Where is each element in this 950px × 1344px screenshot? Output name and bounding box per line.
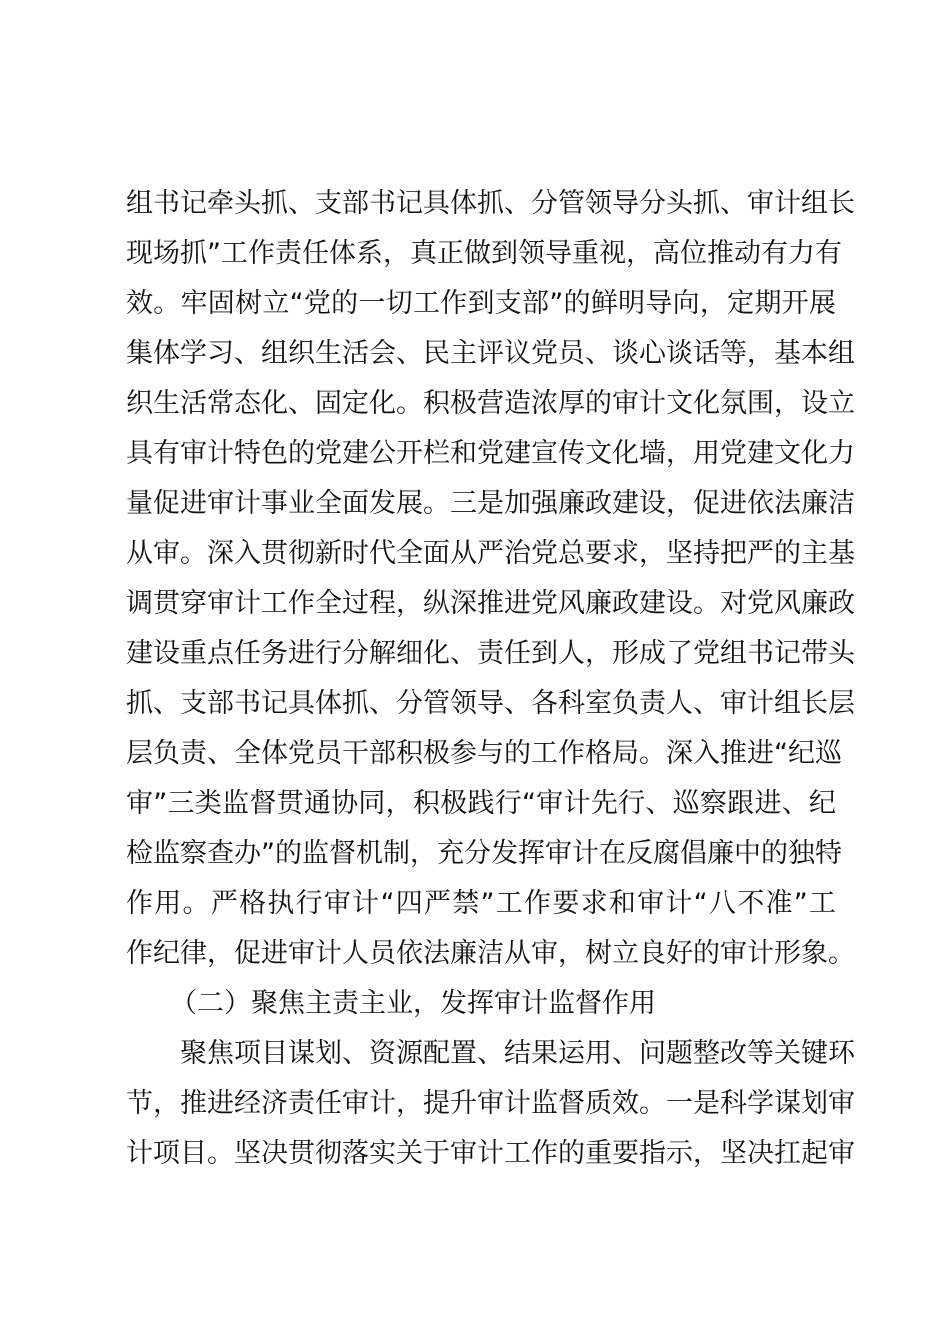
- text-line: 织生活常态化、固定化。积极营造浓厚的审计文化氛围，设立: [126, 388, 855, 419]
- text-line: 建设重点任务进行分解细化、责任到人，形成了党组书记带头: [126, 638, 855, 669]
- text-line: 量促进审计事业全面发展。三是加强廉政建设，促进依法廉洁: [126, 488, 855, 519]
- text-line: 聚焦项目谋划、资源配置、结果运用、问题整改等关键环: [180, 1038, 855, 1069]
- document-body: [126, 179, 855, 1179]
- text-line: 作用。严格执行审计“四严禁”工作要求和审计“八不准”工: [126, 888, 836, 919]
- text-line: 计项目。坚决贯彻落实关于审计工作的重要指示，坚决扛起审: [126, 1138, 855, 1169]
- text-line: 效。牢固树立“党的一切工作到支部”的鲜明导向，定期开展: [126, 288, 836, 319]
- text-line: 抓、支部书记具体抓、分管领导、各科室负责人、审计组长层: [126, 688, 855, 719]
- text-line: 作纪律，促进审计人员依法廉洁从审，树立良好的审计形象。: [126, 938, 855, 969]
- text-line: 组书记牵头抓、支部书记具体抓、分管领导分头抓、审计组长: [126, 188, 855, 219]
- section-heading: （二）聚焦主责主业，发挥审计监督作用: [170, 988, 656, 1019]
- text-line: 调贯穿审计工作全过程，纵深推进党风廉政建设。对党风廉政: [126, 588, 855, 619]
- text-line: 节，推进经济责任审计，提升审计监督质效。一是科学谋划审: [126, 1088, 855, 1119]
- text-line: 现场抓”工作责任体系，真正做到领导重视，高位推动有力有: [126, 238, 842, 269]
- text-line: 集体学习、组织生活会、民主评议党员、谈心谈话等，基本组: [126, 338, 855, 369]
- text-line: 具有审计特色的党建公开栏和党建宣传文化墙，用党建文化力: [126, 438, 855, 469]
- text-line: 从审。深入贯彻新时代全面从严治党总要求，坚持把严的主基: [126, 538, 855, 569]
- text-line: 审”三类监督贯通协同，积极践行“审计先行、巡察跟进、纪: [126, 788, 836, 819]
- text-line: 检监察查办”的监督机制，充分发挥审计在反腐倡廉中的独特: [126, 838, 842, 869]
- text-line: 层负责、全体党员干部积极参与的工作格局。深入推进“纪巡: [126, 738, 842, 769]
